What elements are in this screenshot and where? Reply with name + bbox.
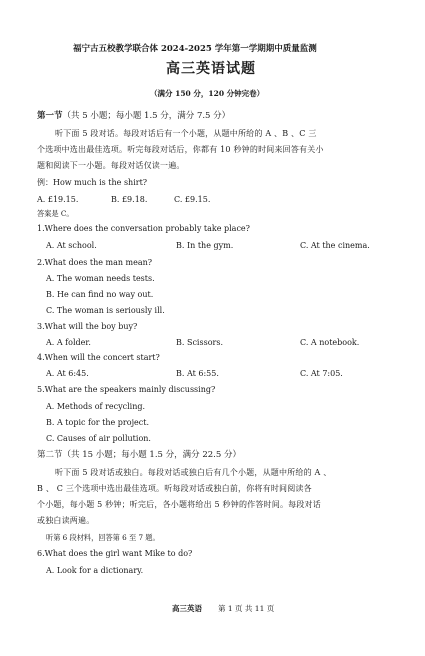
section2-instruction-line: 个小题，每小题 5 秒钟；听完后，各小题将给出 5 秒钟的作答时间。每段对话	[37, 500, 321, 509]
section1-heading	[37, 111, 230, 121]
section1-instruction-line: 听下面 5 段对话。每段对话后有一个小题，从题中所给的 A 、B 、C 三	[55, 129, 317, 138]
option-c: C. Causes of air pollution.	[46, 434, 151, 443]
question-text: 1.Where does the conversation probably take place?	[37, 224, 250, 233]
exam-name: 福宁古五校教学联合体 2024-2025 学年第一学期期中质量监测	[73, 44, 317, 54]
option-c: C. At the cinema.	[300, 241, 370, 250]
footer-subject: 高三英语	[172, 604, 202, 613]
option-b: B. He can find no way out.	[46, 290, 154, 299]
section2-instruction-line: 或独白读两遍。	[37, 516, 95, 525]
option-b: B. Scissors.	[176, 338, 223, 347]
page-footer	[172, 604, 274, 614]
example-option: A. £19.15.	[37, 195, 79, 204]
example-option: C. £9.15.	[174, 195, 211, 204]
section1-instruction-line: 题和阅读下一小题。每段对话仅读一遍。	[37, 161, 185, 170]
option-a: A. A folder.	[46, 338, 91, 347]
option-a: A. Methods of recycling.	[46, 402, 146, 411]
question-text: 2.What does the man mean?	[37, 258, 153, 267]
page-subtitle: （满分 150 分，120 分钟完卷）	[150, 89, 265, 98]
question-text: 5.What are the speakers mainly discussing?	[37, 385, 216, 394]
material-note: 听第 6 段材料，回答第 6 至 7 题。	[46, 533, 160, 542]
footer-page-info: 第 1 页 共 11 页	[218, 604, 275, 613]
option-a: A. At school.	[46, 241, 97, 250]
option-a: A. Look for a dictionary.	[46, 566, 144, 575]
section1-heading-rest: （共 5 小题；每小题 1.5 分，满分 7.5 分）	[62, 111, 231, 121]
option-b: B. A topic for the project.	[46, 418, 150, 427]
example-option: B. £9.18.	[111, 195, 148, 204]
option-a: A. The woman needs tests.	[46, 274, 155, 283]
example-answer: 答案是 C。	[37, 209, 74, 218]
option-b: B. At 6:55.	[176, 369, 219, 378]
question-text: 3.What will the boy buy?	[37, 322, 138, 331]
section1-instruction-line: 个选项中选出最佳选项。听完每段对话后，你都有 10 秒钟的时间来回答有关小	[37, 145, 324, 154]
option-b: B. In the gym.	[176, 241, 234, 250]
section1-heading-bold: 第一节	[37, 111, 63, 121]
option-a: A. At 6:45.	[46, 369, 89, 378]
question-text: 6.What does the girl want Mike to do?	[37, 549, 193, 558]
example-question: 例：How much is the shirt?	[37, 178, 148, 187]
option-c: C. At 7:05.	[300, 369, 343, 378]
section2-heading: 第二节（共 15 小题；每小题 1.5 分，满分 22.5 分）	[37, 450, 241, 460]
page-title: 高三英语试题	[166, 61, 256, 77]
option-c: C. A notebook.	[300, 338, 360, 347]
option-c: C. The woman is seriously ill.	[46, 306, 165, 315]
question-text: 4.When will the concert start?	[37, 353, 160, 362]
section2-instruction-line: 听下面 5 段对话或独白。每段对话或独白后有几个小题，从题中所给的 A 、	[55, 468, 332, 477]
section2-instruction-line: B 、 C 三个选项中选出最佳选项。听每段对话或独白前，你将有时间阅读各	[37, 484, 312, 493]
